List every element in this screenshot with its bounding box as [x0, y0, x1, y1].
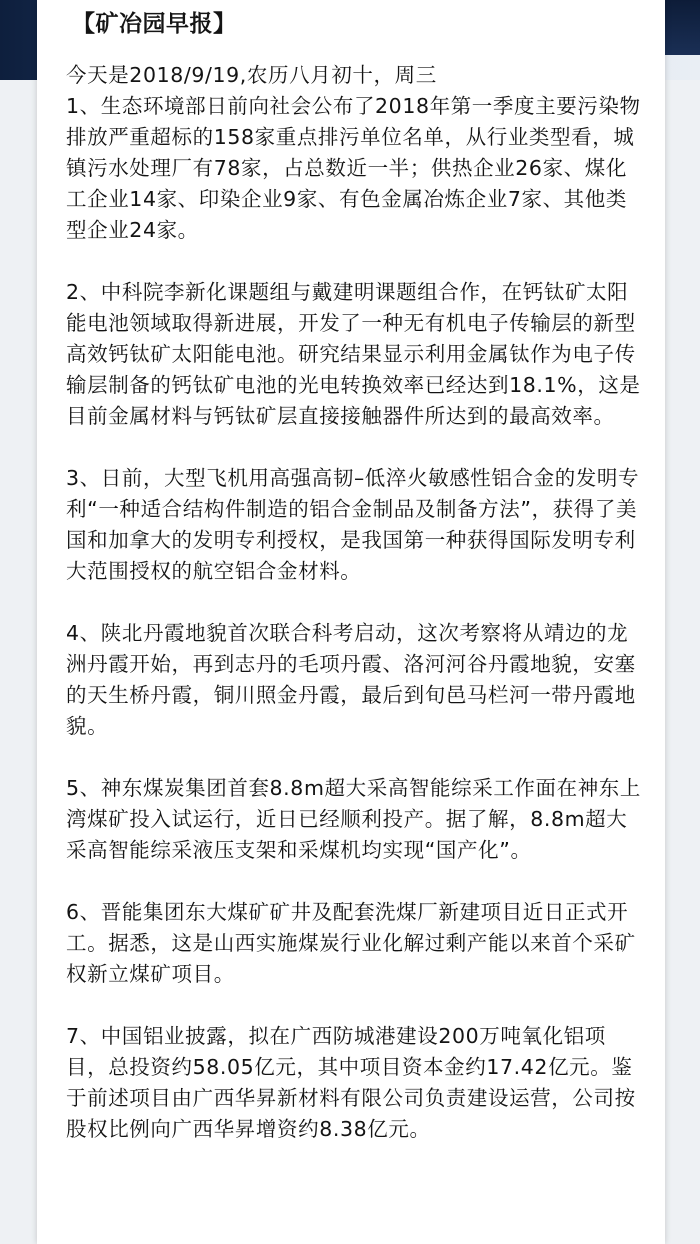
news-item-5: 5、神东煤炭集团首套8.8m超大采高智能综采工作面在神东上湾煤矿投入试运行，近日已经顺利投产。据了解，8.8m超大采高智能综采液压支架和采煤机均实现“国产化”。 — [66, 776, 642, 862]
news-item-3: 3、日前，大型飞机用高强高韧–低淬火敏感性铝合金的发明专利“一种适合结构件制造的铝合金制品及制备方法”，获得了美国和加拿大的发明专利授权，是我国第一种获得国际发明专利大范围授权的航空铝合金材料。 — [66, 466, 640, 583]
news-item-4: 4、陕北丹霞地貌首次联合科考启动，这次考察将从靖边的龙洲丹霞开始，再到志丹的毛项丹霞、洛河河谷丹霞地貌，安塞的天生桥丹霞，铜川照金丹霞，最后到旬邑马栏河一带丹霞地貌。 — [66, 621, 636, 738]
news-item-2: 2、中科院李新化课题组与戴建明课题组合作，在钙钛矿太阳能电池领域取得新进展，开发了一种无有机电子传输层的新型高效钙钛矿太阳能电池。研究结果显示利用金属钛作为电子传输层制备的钙钛矿电池的光电转换效率已经达到18.1%，这是目前金属材料与钙钛矿层直接接触器件所达到的最高效率。 — [66, 280, 641, 428]
page-title: 【矿冶园早报】 — [72, 11, 237, 37]
news-item-1: 1、生态环境部日前向社会公布了2018年第一季度主要污染物排放严重超标的158家重点排污单位名单，从行业类型看，城镇污水处理厂有78家，占总数近一半；供热企业26家、煤化工企业14家、印染企业9家、有色金属冶炼企业7家、其他类型企业24家。 — [66, 94, 641, 242]
article-content — [66, 6, 646, 1176]
date-line: 今天是2018/9/19,农历八月初十，周三 — [66, 63, 437, 87]
news-item-6: 6、晋能集团东大煤矿矿井及配套洗煤厂新建项目近日正式开工。据悉，这是山西实施煤炭行业化解过剩产能以来首个采矿权新立煤矿项目。 — [66, 900, 636, 986]
news-item-7: 7、中国铝业披露，拟在广西防城港建设200万吨氧化铝项目，总投资约58.05亿元，其中项目资本金约17.42亿元。鉴于前述项目由广西华昇新材料有限公司负责建设运营，公司按股权比例向广西华昇增资约8.38亿元。 — [66, 1024, 636, 1141]
